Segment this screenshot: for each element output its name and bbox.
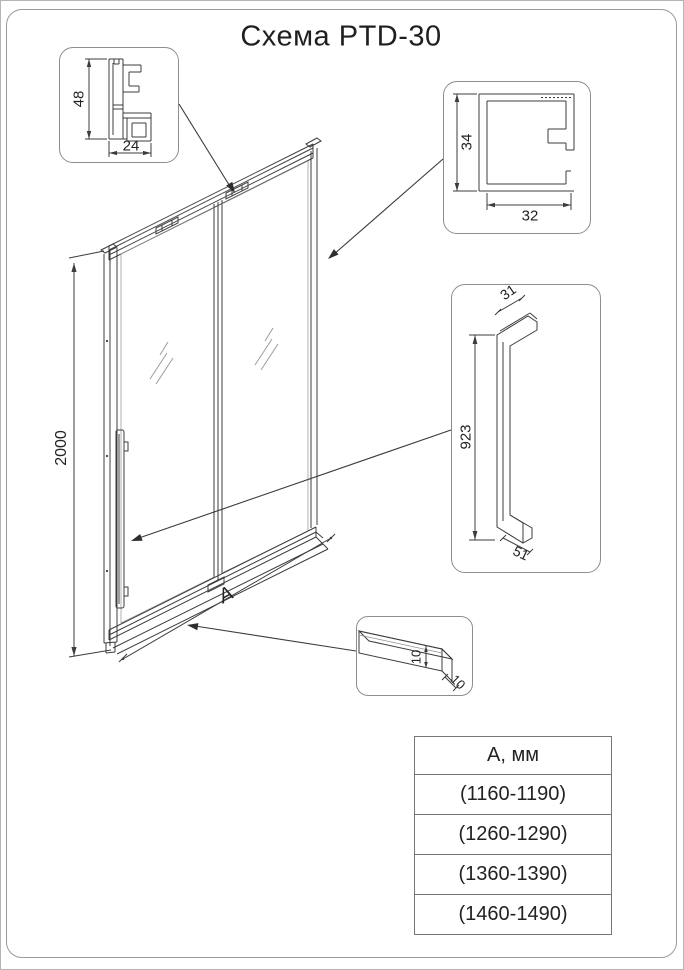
size-table-container: [414, 736, 612, 935]
size-table-row-2: (1260-1290): [415, 815, 612, 855]
size-table-row-4: (1460-1490): [415, 895, 612, 935]
dim-label-31: 31: [497, 280, 519, 304]
size-table-header: А, мм: [415, 737, 612, 775]
dim-label-A: А: [214, 582, 238, 608]
size-table-row-3: (1360-1390): [415, 855, 612, 895]
dim-label-51: 51: [510, 542, 532, 564]
size-table-row-1: (1160-1190): [415, 775, 612, 815]
dim-label-strip-depth: 10: [447, 671, 469, 693]
size-table: [414, 736, 612, 935]
dim-label-32: 32: [521, 207, 539, 225]
page-title: Схема PTD-30: [240, 20, 442, 53]
dim-label-24: 24: [122, 137, 140, 155]
dim-label-923: 923: [457, 424, 475, 450]
dim-label-strip-height: 10: [408, 649, 424, 665]
dim-label-48: 48: [70, 90, 88, 108]
dim-label-2000: 2000: [53, 430, 70, 466]
detail-box-wall-profile: [443, 81, 591, 234]
dim-label-34: 34: [458, 133, 476, 151]
